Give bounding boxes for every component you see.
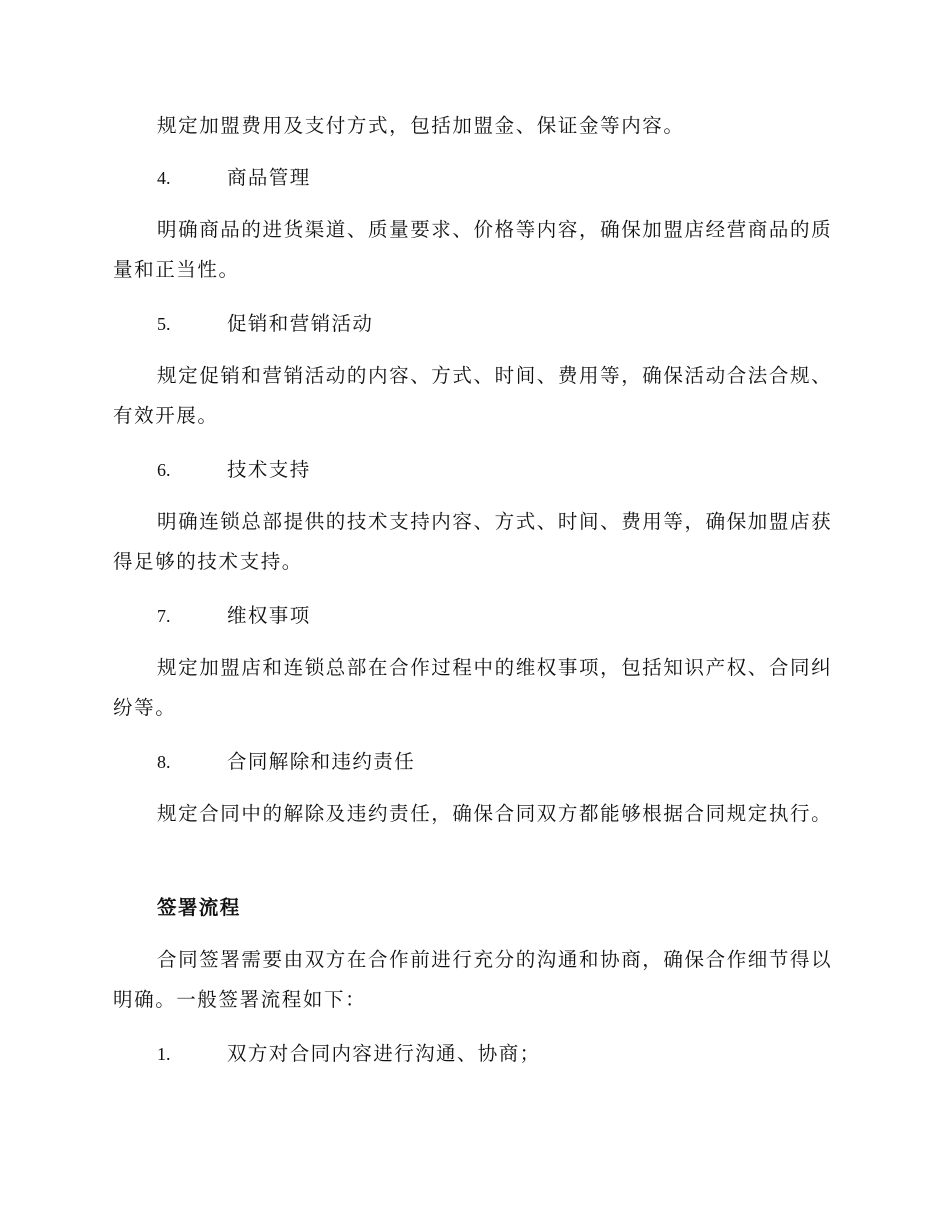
- paragraph-tech-support: 明确连锁总部提供的技术支持内容、方式、时间、费用等，确保加盟店获得足够的技术支持。: [113, 510, 833, 573]
- paragraph-rights: 规定加盟店和连锁总部在合作过程中的维权事项，包括知识产权、合同纠纷等。: [113, 656, 833, 719]
- list-item-termination: [157, 742, 415, 782]
- list-item-label: 促销和营销活动: [227, 312, 374, 335]
- section-heading-signing: 签署流程: [157, 896, 241, 919]
- list-item-rights: [157, 596, 311, 636]
- list-item-number: 1.: [157, 1044, 171, 1064]
- list-item-label: 商品管理: [227, 166, 311, 189]
- list-item-number: 4.: [157, 168, 171, 188]
- list-item-promotion: [157, 304, 373, 344]
- paragraph-fee: 规定加盟费用及支付方式，包括加盟金、保证金等内容。: [157, 114, 685, 137]
- list-item-label: 维权事项: [227, 604, 311, 627]
- list-item-number: 7.: [157, 606, 171, 626]
- paragraph-goods: 明确商品的进货渠道、质量要求、价格等内容，确保加盟店经营商品的质量和正当性。: [113, 218, 833, 281]
- list-item-number: 8.: [157, 752, 171, 772]
- list-item-goods-management: [157, 158, 311, 198]
- list-item-label: 双方对合同内容进行沟通、协商；: [227, 1042, 541, 1065]
- list-item-label: 合同解除和违约责任: [227, 750, 416, 773]
- list-item-number: 6.: [157, 460, 171, 480]
- list-item-tech-support: [157, 450, 311, 490]
- paragraph-signing: 合同签署需要由双方在合作前进行充分的沟通和协商，确保合作细节得以明确。一般签署流程如下：: [113, 948, 833, 1011]
- paragraph-termination: 规定合同中的解除及违约责任，确保合同双方都能够根据合同规定执行。: [157, 802, 833, 825]
- paragraph-promotion: 规定促销和营销活动的内容、方式、时间、费用等，确保活动合法合规、有效开展。: [113, 364, 833, 427]
- list-item-negotiation: [157, 1034, 541, 1074]
- list-item-number: 5.: [157, 314, 171, 334]
- list-item-label: 技术支持: [227, 458, 311, 481]
